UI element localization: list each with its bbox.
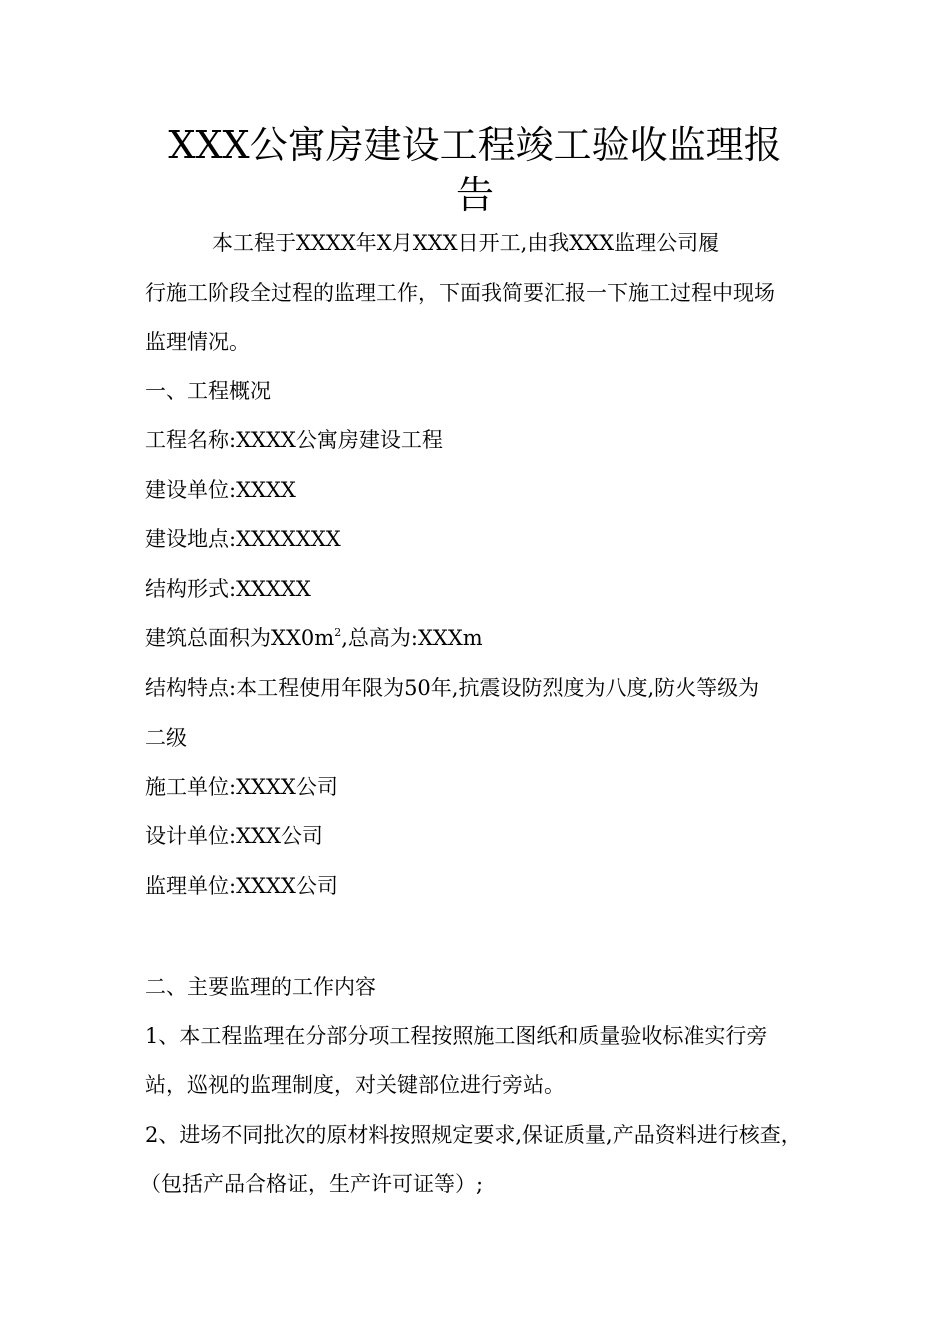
section1-heading: 一、工程概况 bbox=[145, 379, 271, 403]
area-prefix: 建筑总面积为XX0m bbox=[145, 626, 335, 650]
work-item-2-line-1: 2、进场不同批次的原材料按照规定要求,保证质量,产品资料进行核查， bbox=[145, 1123, 802, 1147]
structure-features-line-1: 结构特点:本工程使用年限为50年,抗震设防烈度为八度,防火等级为 bbox=[145, 676, 760, 700]
structure-form: 结构形式:XXXXX bbox=[145, 577, 311, 601]
area-suffix: ,总高为:XXXm bbox=[341, 626, 483, 650]
title-line-1: XXX公寓房建设工程竣工验收监理报 bbox=[168, 123, 782, 167]
work-item-2-line-2: （包括产品合格证，生产许可证等）; bbox=[140, 1172, 484, 1196]
work-item-1-line-2: 站，巡视的监理制度，对关键部位进行旁站。 bbox=[145, 1073, 565, 1097]
building-area bbox=[145, 623, 483, 653]
area-superscript: 2 bbox=[334, 626, 342, 639]
project-name: 工程名称:XXXX公寓房建设工程 bbox=[145, 428, 443, 452]
structure-features-line-2: 二级 bbox=[145, 726, 187, 750]
contractor-unit: 施工单位:XXXX公司 bbox=[145, 775, 338, 799]
intro-line-1: 本工程于XXXX年X月XXX日开工,由我XXX监理公司履 bbox=[212, 231, 720, 255]
design-unit: 设计单位:XXX公司 bbox=[145, 824, 323, 848]
intro-line-2: 行施工阶段全过程的监理工作，下面我简要汇报一下施工过程中现场 bbox=[145, 281, 775, 305]
title-line-2: 告 bbox=[455, 173, 494, 217]
work-item-1-line-1: 1、本工程监理在分部分项工程按照施工图纸和质量验收标准实行旁 bbox=[145, 1024, 768, 1048]
project-location: 建设地点:XXXXXXX bbox=[145, 527, 341, 551]
intro-line-3: 监理情况。 bbox=[145, 330, 250, 354]
supervision-unit: 监理单位:XXXX公司 bbox=[145, 874, 338, 898]
owner-unit: 建设单位:XXXX bbox=[145, 478, 296, 502]
document-title bbox=[140, 120, 810, 220]
section2-heading: 二、主要监理的工作内容 bbox=[145, 975, 376, 999]
